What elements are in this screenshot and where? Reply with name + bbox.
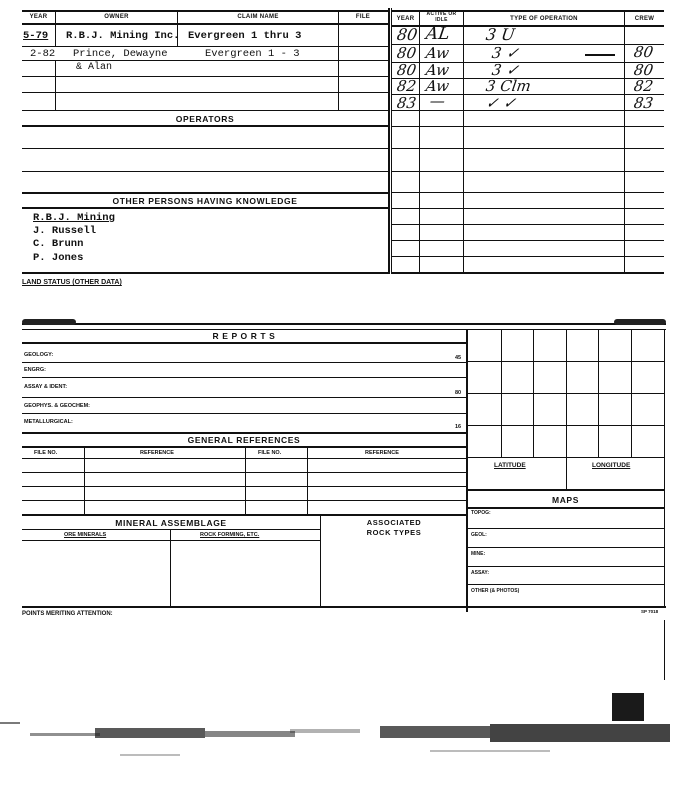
knowledge-person-1: R.B.J. Mining	[33, 212, 115, 224]
points-meriting-label: POINTS MERITING ATTENTION:	[22, 611, 113, 617]
report-assay-label: ASSAY & IDENT:	[24, 384, 68, 390]
map-other-label: OTHER (& PHOTOS)	[471, 588, 520, 594]
op-row-5-type: ✓ ✓	[484, 94, 518, 112]
claim-row-1-owner: R.B.J. Mining Inc.	[66, 30, 180, 42]
ref-reference-header-2: REFERENCE	[365, 450, 399, 456]
longitude-label: LONGITUDE	[592, 462, 631, 469]
mineral-assemblage-title: MINERAL ASSEMBLAGE	[115, 518, 227, 528]
operators-title: OPERATORS	[175, 114, 235, 124]
smudge-left	[22, 319, 76, 325]
op-row-4-type: 3 Clm	[484, 77, 533, 95]
knowledge-title: OTHER PERSONS HAVING KNOWLEDGE	[112, 196, 298, 206]
op-row-2-type: 3 ✓	[490, 44, 521, 62]
dash-mark	[585, 54, 615, 56]
knowledge-person-2: J. Russell	[33, 225, 97, 237]
op-row-4-year: 82	[395, 77, 418, 95]
op-row-1-year: 80	[395, 25, 419, 44]
map-geol-label: GEOL:	[471, 532, 487, 538]
smudge-right	[614, 319, 666, 325]
maps-title: MAPS	[552, 495, 579, 505]
ref-file-no-header-2: FILE NO.	[258, 450, 282, 456]
map-topog-label: TOPOG:	[471, 510, 491, 516]
land-status-label: LAND STATUS (OTHER DATA)	[22, 279, 122, 286]
report-engrg-label: ENGRG:	[24, 367, 46, 373]
report-metallurgical-num: 16	[455, 424, 462, 430]
op-row-3-crew: 80	[632, 61, 655, 79]
op-row-1-type: 3 U	[484, 25, 517, 44]
associated-rock-types-line1: ASSOCIATED	[366, 518, 422, 527]
claim-row-3-owner: & Alan	[76, 62, 113, 73]
ref-file-no-header-1: FILE NO.	[34, 450, 58, 456]
claim-row-1-year: 5-79	[23, 30, 49, 42]
op-row-1-status: AL	[424, 24, 451, 44]
claim-row-1-claim: Evergreen 1 thru 3	[188, 30, 302, 42]
form-code: SP 7018	[641, 609, 659, 614]
report-geophys-label: GEOPHYS. & GEOCHEM:	[24, 403, 91, 409]
knowledge-person-3: C. Brunn	[33, 238, 84, 250]
ref-reference-header-1: REFERENCE	[140, 450, 174, 456]
knowledge-person-4: P. Jones	[33, 252, 84, 264]
op-row-3-status: Aw	[424, 61, 451, 79]
crew-header: CREW	[634, 16, 655, 22]
report-metallurgical-label: METALLURGICAL:	[24, 419, 73, 425]
general-references-title: GENERAL REFERENCES	[187, 435, 301, 445]
reports-title: R E P O R T S	[212, 331, 276, 341]
claim-row-2-owner: Prince, Dewayne	[73, 48, 168, 60]
registration-mark	[612, 693, 644, 721]
map-mine-label: MINE:	[471, 551, 486, 557]
active-idle-header: ACTIVE OR IDLE	[426, 11, 457, 23]
associated-rock-types-line2: ROCK TYPES	[366, 528, 422, 537]
op-row-5-crew: 83	[632, 94, 655, 112]
op-row-4-status: Aw	[424, 77, 451, 95]
op-row-5-year: 83	[395, 94, 418, 112]
rock-forming-header: ROCK FORMING, ETC.	[200, 532, 260, 538]
op-row-2-status: Aw	[424, 44, 451, 62]
op-row-2-crew: 80	[632, 43, 655, 61]
claim-year-header: YEAR	[29, 14, 48, 20]
owner-header: OWNER	[104, 14, 129, 20]
op-row-2-year: 80	[395, 44, 418, 62]
report-geology-label: GEOLOGY:	[24, 352, 54, 358]
report-assay-num: 80	[455, 390, 462, 396]
latitude-label: LATITUDE	[494, 462, 526, 469]
op-year-header: YEAR	[396, 16, 415, 22]
report-geology-num: 45	[455, 355, 462, 361]
op-row-4-crew: 82	[632, 77, 655, 95]
type-of-operation-header: TYPE OF OPERATION	[510, 16, 578, 22]
ore-minerals-header: ORE MINERALS	[64, 532, 107, 538]
map-assay-label: ASSAY:	[471, 570, 490, 576]
claim-row-2-claim: Evergreen 1 - 3	[205, 48, 300, 60]
claim-row-2-year: 2-82	[30, 48, 56, 60]
op-row-3-type: 3 ✓	[490, 61, 521, 79]
op-row-5-status: —	[428, 92, 447, 110]
file-header: FILE	[355, 14, 371, 20]
claim-name-header: CLAIM NAME	[237, 14, 279, 20]
op-row-3-year: 80	[395, 61, 418, 79]
